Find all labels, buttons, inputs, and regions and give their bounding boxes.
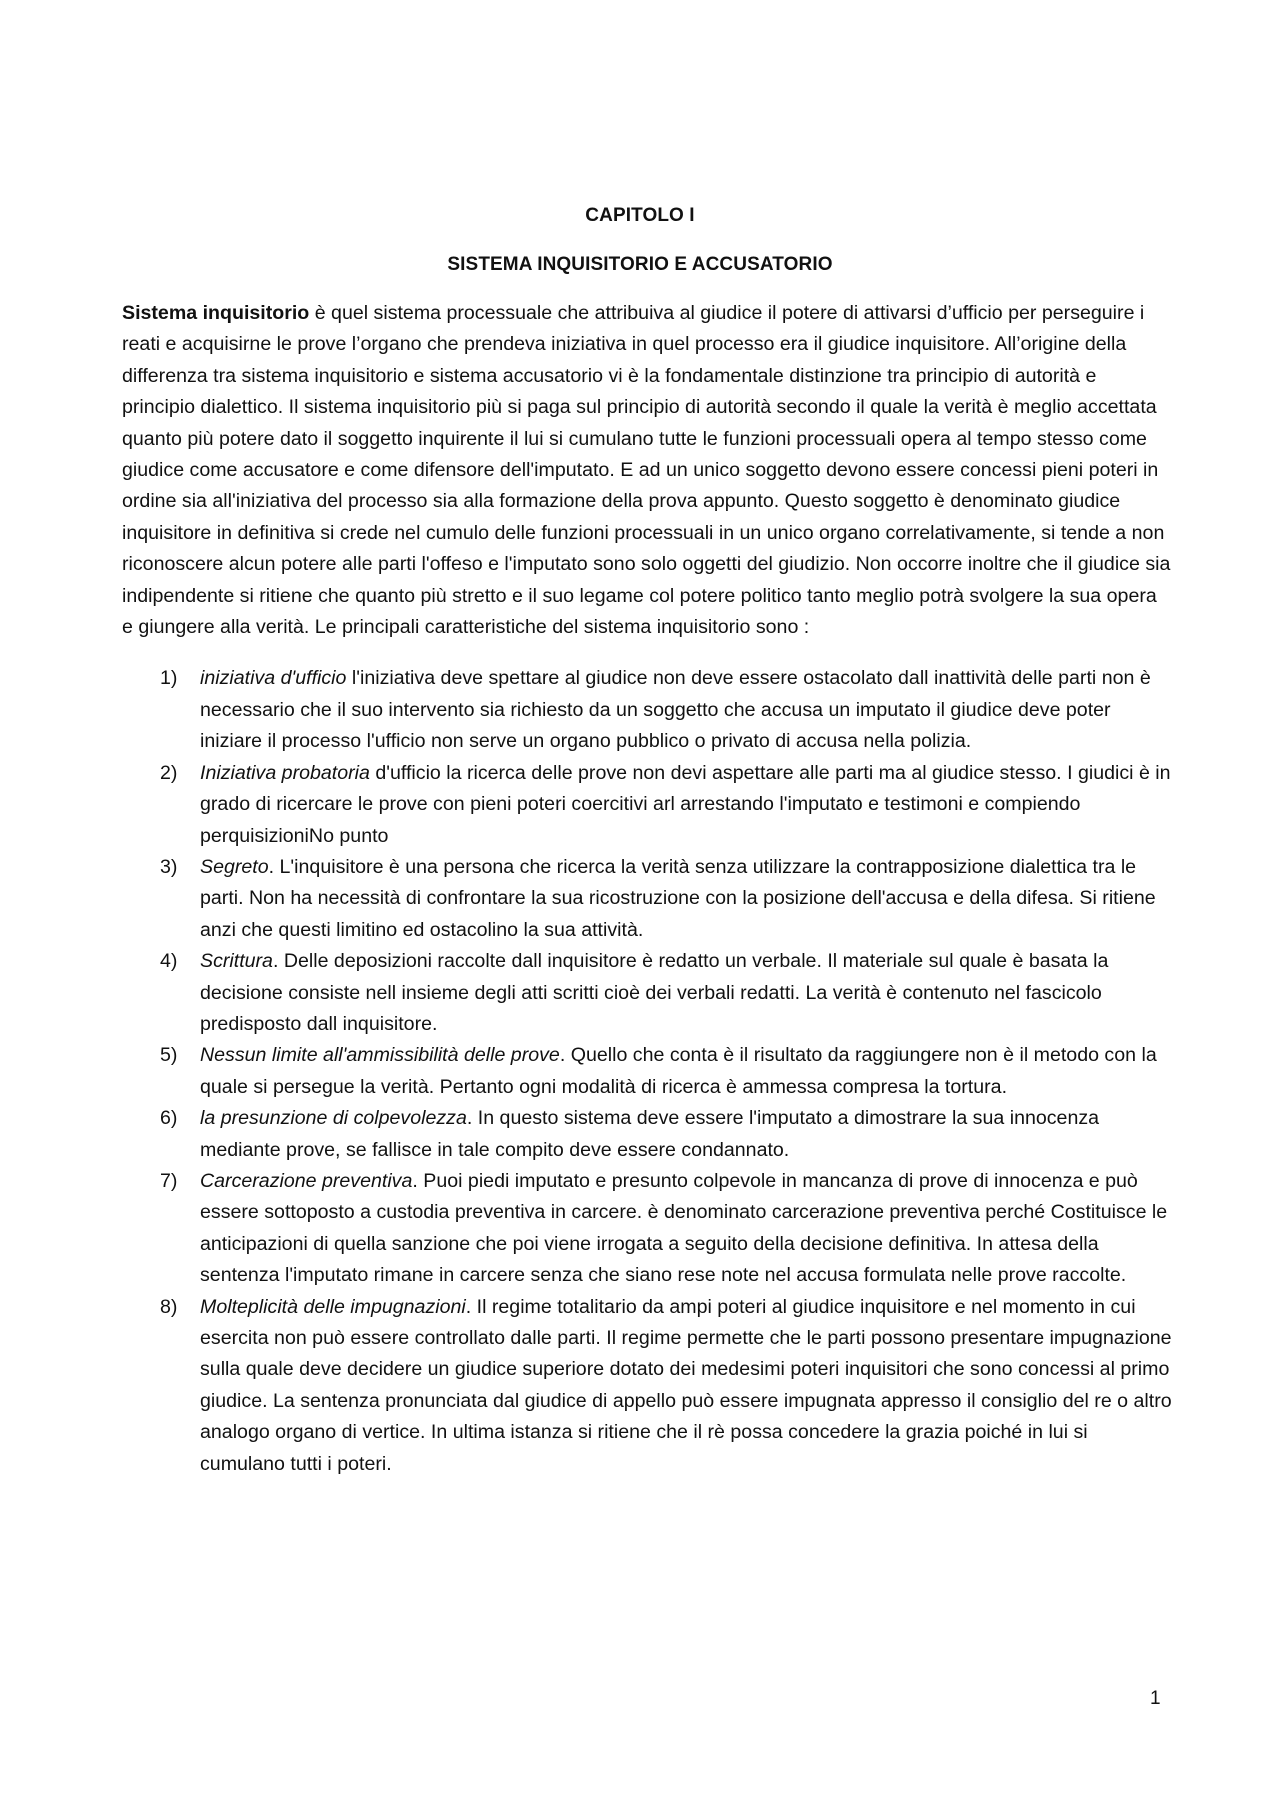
intro-term: Sistema inquisitorio (122, 302, 310, 324)
document-body (122, 298, 1172, 1480)
list-item (122, 1103, 1172, 1166)
list-item (122, 663, 1172, 757)
list-item (122, 1040, 1172, 1103)
characteristics-list (122, 663, 1172, 1480)
list-item-number: 6) (160, 1107, 178, 1130)
list-item (122, 758, 1172, 852)
intro-text: è quel sistema processuale che attribuiva al giudice il potere di attivarsi d’ufficio per perseguire i reati e acquisirne le prove l’organo che prendeva iniziativa in quel processo era il giudice inquisitore. All’origine della differenza tra sistema inquisitorio e sistema accusatorio vi è la fondamentale distinzione tra principio di autorità e principio dialettico. Il sistema inquisitorio più si paga sul principio di autorità secondo il quale la verità è meglio accettata quanto più potere dato il soggetto inquirente il lui si cumulano tutte le funzioni processuali opera al tempo stesso come giudice come accusatore e come difensore dell'imputato. E ad un unico soggetto devono essere concessi pieni poteri in ordine sia all'iniziativa del processo sia alla formazione della prova appunto. Questo soggetto è denominato giudice inquisitore in definitiva si crede nel cumulo delle funzioni processuali in un unico organo correlativamente, si tende a non riconoscere alcun potere alle parti l'offeso e l'imputato sono solo oggetti del giudizio. Non occorre inoltre che il giudice sia indipendente si ritiene che quanto più stretto e il suo legame col potere politico tanto meglio potrà svolgere la sua opera e giungere alla verità. Le principali caratteristiche del sistema inquisitorio sono : (122, 302, 1171, 639)
list-item-number: 1) (160, 667, 178, 690)
list-item-title: Carcerazione preventiva (200, 1169, 413, 1192)
list-item (122, 852, 1172, 946)
list-item-number: 7) (160, 1169, 178, 1192)
list-item-number: 8) (160, 1295, 178, 1318)
list-item-title: Segreto (200, 855, 269, 878)
list-item-title: Scrittura (200, 950, 273, 973)
list-item-number: 4) (160, 950, 178, 973)
list-item-title: la presunzione di colpevolezza (200, 1107, 467, 1130)
list-item-text: . L'inquisitore è una persona che ricerca la verità senza utilizzare la contrapposizione dialettica tra le parti. Non ha necessità di confrontare la sua ricostruzione con la posizione dell'accusa e della difesa. Si ritiene anzi che questi limitino ed ostacolino la sua attività. (200, 855, 1156, 941)
list-item (122, 946, 1172, 1040)
section-title: SISTEMA INQUISITORIO E ACCUSATORIO (447, 254, 833, 275)
intro-paragraph (122, 298, 1172, 643)
list-item-title: Nessun limite all'ammissibilità delle prove (200, 1044, 560, 1067)
list-item-text: . Delle deposizioni raccolte dall inquisitore è redatto un verbale. Il materiale sul quale è basata la decisione consiste nell insieme degli atti scritti cioè dei verbali redatti. La verità è contenuto nel fascicolo predisposto dall inquisitore. (200, 950, 1109, 1035)
list-item-title: iniziativa d'ufficio (200, 667, 347, 690)
list-item-text: d'ufficio la ricerca delle prove non devi aspettare alle parti ma al giudice stesso. I giudici è in grado di ricercare le prove con pieni poteri coercitivi arl arrestando l'imputato e testimoni e compiendo perquisizioniNo punto (200, 761, 1171, 847)
list-item-number: 2) (160, 761, 178, 784)
page-number: 1 (1150, 1688, 1161, 1709)
list-item (122, 1166, 1172, 1292)
list-item-number: 5) (160, 1044, 178, 1067)
list-item-text: . In questo sistema deve essere l'imputato a dimostrare la sua innocenza mediante prove, se fallisce in tale compito deve essere condannato. (200, 1107, 1100, 1161)
list-item-text: . Quello che conta è il risultato da raggiungere non è il metodo con la quale si persegue la verità. Pertanto ogni modalità di ricerca è ammessa compresa la tortura. (200, 1044, 1157, 1098)
list-item-text: . Puoi piedi imputato e presunto colpevole in mancanza di prove di innocenza e può essere sottoposto a custodia preventiva in carcere. è denominato carcerazione preventiva perché Costituisce le anticipazioni di quella sanzione che poi viene irrogata a seguito della decisione definitiva. In attesa della sentenza l'imputato rimane in carcere senza che siano rese note nel accusa formulata nelle prove raccolte. (200, 1169, 1168, 1287)
chapter-title: CAPITOLO I (585, 205, 695, 226)
list-item (122, 1292, 1172, 1480)
list-item-title: Molteplicità delle impugnazioni (200, 1295, 466, 1318)
list-item-text: . Il regime totalitario da ampi poteri al giudice inquisitore e nel momento in cui esercita non può essere controllato dalle parti. Il regime permette che le parti possono presentare impugnazione sulla quale deve decidere un giudice superiore dotato dei medesimi poteri inquisitori che sono concessi al primo giudice. La sentenza pronunciata dal giudice di appello può essere impugnata appresso il consiglio del re o altro analogo organo di vertice. In ultima istanza si ritiene che il rè possa concedere la grazia poiché in lui si cumulano tutti i poteri. (200, 1295, 1172, 1475)
list-item-text: l'iniziativa deve spettare al giudice non deve essere ostacolato dall inattività delle parti non è necessario che il suo intervento sia richiesto da un soggetto che accusa un imputato il giudice deve poter iniziare il processo l'ufficio non serve un organo pubblico o privato di accusa nella polizia. (200, 667, 1151, 753)
list-item-number: 3) (160, 855, 178, 878)
list-item-title: Iniziativa probatoria (200, 761, 370, 784)
